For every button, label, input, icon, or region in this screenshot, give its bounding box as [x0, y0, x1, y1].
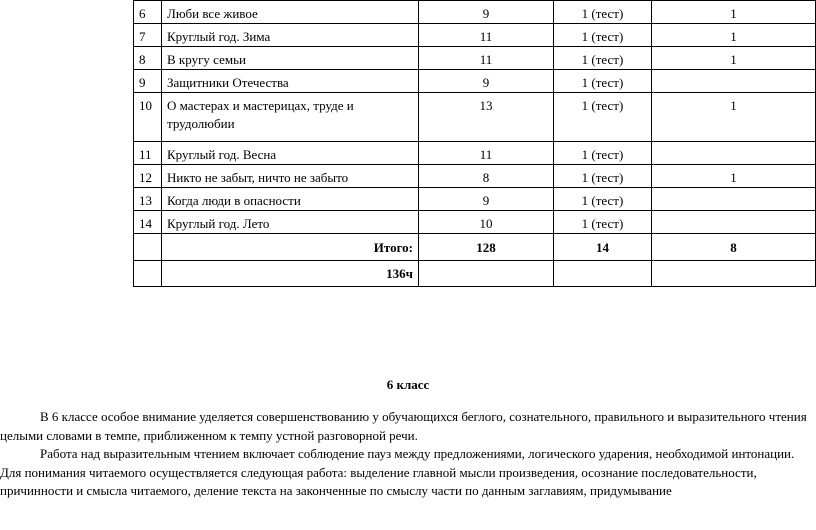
- table-row: [134, 142, 816, 165]
- row-hours: 9: [419, 188, 554, 211]
- empty-cell: [652, 261, 816, 287]
- row-number: 8: [134, 47, 162, 70]
- row-title: Никто не забыт, ничто не забыто: [162, 165, 419, 188]
- row-test: 1 (тест): [554, 24, 652, 47]
- empty-cell: [554, 261, 652, 287]
- total-hours-row: [134, 261, 816, 287]
- total-empty-cell: [134, 234, 162, 261]
- row-title: Круглый год. Лето: [162, 211, 419, 234]
- row-number: 11: [134, 142, 162, 165]
- paragraph: В 6 классе особое внимание уделяется совершенствованию у обучающихся беглого, сознательного, правильного и выразительного чтения целыми словами в темпе, приближенном к темпу устной разговорной речи.: [0, 409, 807, 443]
- row-test: 1 (тест): [554, 70, 652, 93]
- paragraph: Работа над выразительным чтением включает соблюдение пауз между предложениями, логического ударения, необходимой интонации. Для понимания читаемого осуществляется следующая работа: выделение главной мысли произведения, осознание последовательности, причинности и смысла читаемого, деление текста на законченные по смыслу части по данным заглавиям, придумывание: [0, 446, 795, 498]
- row-extra: 1: [652, 165, 816, 188]
- total-row: [134, 234, 816, 261]
- row-hours: 11: [419, 142, 554, 165]
- row-extra: [652, 70, 816, 93]
- row-test: 1 (тест): [554, 211, 652, 234]
- table-row: [134, 188, 816, 211]
- row-extra: 1: [652, 47, 816, 70]
- empty-cell: [419, 261, 554, 287]
- row-title: Защитники Отечества: [162, 70, 419, 93]
- row-number: 10: [134, 93, 162, 142]
- row-extra: [652, 142, 816, 165]
- row-title: О мастерах и мастерицах, труде и трудолюбии: [162, 93, 419, 142]
- row-test: 1 (тест): [554, 188, 652, 211]
- row-hours: 13: [419, 93, 554, 142]
- row-hours: 11: [419, 47, 554, 70]
- row-number: 12: [134, 165, 162, 188]
- row-extra: [652, 188, 816, 211]
- row-extra: 1: [652, 93, 816, 142]
- row-hours: 9: [419, 70, 554, 93]
- row-title: Когда люди в опасности: [162, 188, 419, 211]
- total-tests: 14: [554, 234, 652, 261]
- row-title: Люби все живое: [162, 1, 419, 24]
- total-extra: 8: [652, 234, 816, 261]
- row-number: 7: [134, 24, 162, 47]
- row-test: 1 (тест): [554, 142, 652, 165]
- total-label: Итого:: [162, 234, 419, 261]
- table-row: [134, 47, 816, 70]
- row-extra: [652, 211, 816, 234]
- row-number: 6: [134, 1, 162, 24]
- row-title: В кругу семьи: [162, 47, 419, 70]
- row-hours: 8: [419, 165, 554, 188]
- row-test: 1 (тест): [554, 1, 652, 24]
- table-row: [134, 1, 816, 24]
- row-test: 1 (тест): [554, 47, 652, 70]
- section-heading: 6 класс: [386, 377, 430, 392]
- total-hours: 128: [419, 234, 554, 261]
- row-title: Круглый год. Зима: [162, 24, 419, 47]
- row-number: 13: [134, 188, 162, 211]
- empty-cell: [134, 261, 162, 287]
- row-number: 9: [134, 70, 162, 93]
- table-row: [134, 93, 816, 142]
- curriculum-table: [133, 0, 816, 287]
- row-hours: 11: [419, 24, 554, 47]
- table-row: [134, 24, 816, 47]
- total-hours-label: 136ч: [162, 261, 419, 287]
- row-test: 1 (тест): [554, 165, 652, 188]
- row-extra: 1: [652, 1, 816, 24]
- table-row: [134, 70, 816, 93]
- table-row: [134, 211, 816, 234]
- row-number: 14: [134, 211, 162, 234]
- table-row: [134, 165, 816, 188]
- row-title: Круглый год. Весна: [162, 142, 419, 165]
- row-extra: 1: [652, 24, 816, 47]
- row-hours: 10: [419, 211, 554, 234]
- row-hours: 9: [419, 1, 554, 24]
- row-test: 1 (тест): [554, 93, 652, 142]
